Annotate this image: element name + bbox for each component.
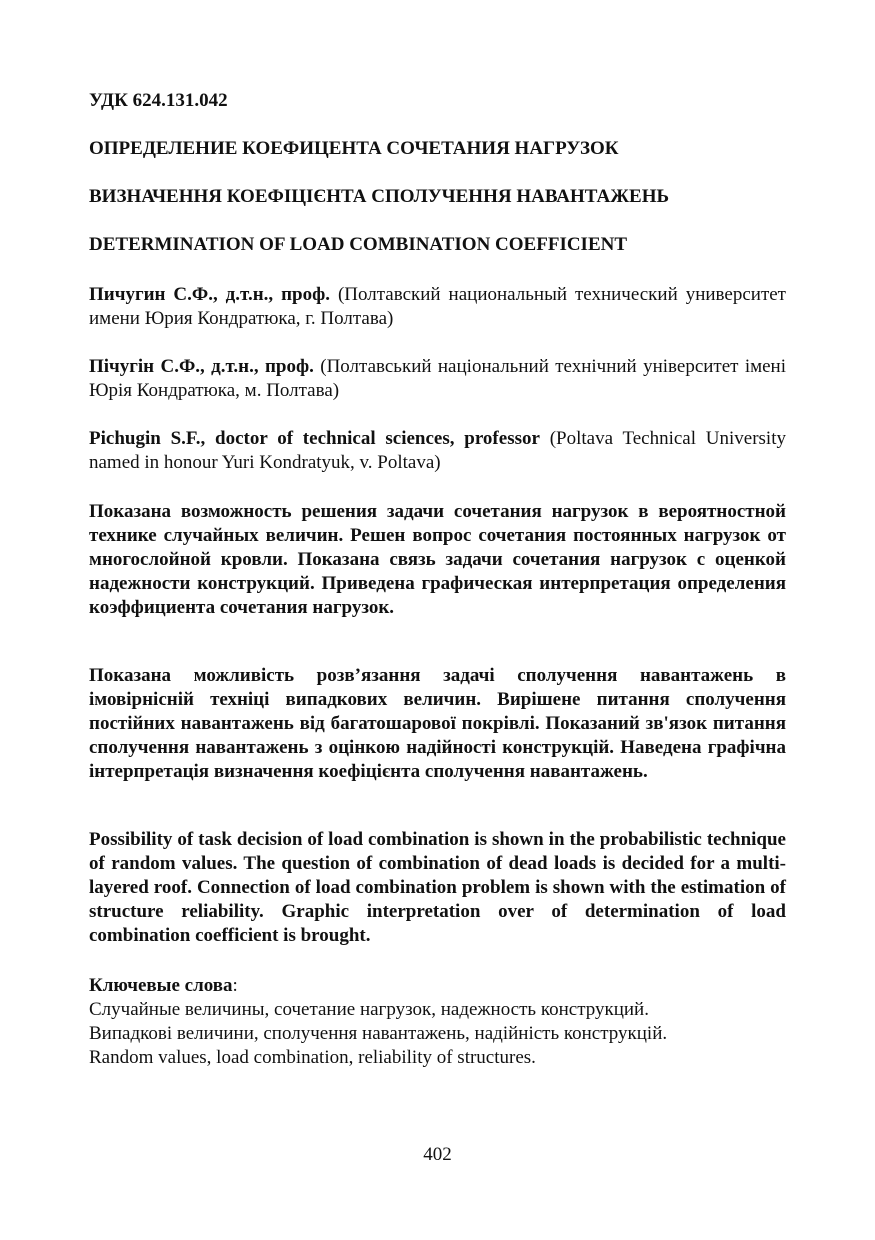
author-affiliation-russian: (Полтавский национальный технический университет имени Юрия Кондратюка, г. Полтава) (89, 284, 786, 329)
author-affiliation-ukrainian: (Полтавський національний технічний університет імені Юрія Кондратюка, м. Полтава) (89, 356, 787, 401)
author-name-english: Pichugin S.F., doctor of technical sciences, professor (89, 428, 540, 449)
page-number: 402 (423, 1144, 452, 1165)
title-english: DETERMINATION OF LOAD COMBINATION COEFFICIENT (89, 234, 628, 255)
author-affiliation-english: (Poltava Technical University named in honour Yuri Kondratyuk, v. Poltava) (89, 428, 786, 473)
abstract-english: Possibility of task decision of load combination is shown in the probabilistic technique of random values. The question of combination of dead loads is decided for a multi-layered roof. Connection of load combination problem is shown with the estimation of structure reliability. Graphic interpretation over of determination of load combination coefficient is brought. (89, 829, 786, 946)
author-block-russian (89, 283, 786, 331)
udk-code: УДК 624.131.042 (89, 90, 228, 111)
author-block-english (89, 427, 786, 475)
keywords-colon: : (232, 975, 238, 996)
keywords-russian: Случайные величины, сочетание нагрузок, надежность конструкций. (89, 999, 649, 1020)
abstract-russian: Показана возможность решения задачи сочетания нагрузок в вероятностной технике случайных величин. Решен вопрос сочетания постоянных нагрузок от многослойной кровли. Показана связь задачи сочетания нагрузок с оценкой надежности конструкций. Приведена графическая интерпретация определения коэффициента сочетания нагрузок. (89, 501, 786, 618)
keywords-english: Random values, load combination, reliability of structures. (89, 1047, 536, 1068)
author-name-russian: Пичугин С.Ф., д.т.н., проф. (89, 284, 331, 305)
keywords-heading (89, 974, 786, 998)
title-ukrainian: ВИЗНАЧЕННЯ КОЕФІЦІЄНТА СПОЛУЧЕННЯ НАВАНТАЖЕНЬ (89, 186, 670, 207)
title-russian: ОПРЕДЕЛЕНИЕ КОЕФИЦЕНТА СОЧЕТАНИЯ НАГРУЗОК (89, 138, 619, 159)
keywords-label: Ключевые слова (89, 975, 233, 996)
author-name-ukrainian: Пічугін С.Ф., д.т.н., проф. (89, 356, 314, 377)
keywords-ukrainian: Випадкові величини, сполучення навантажень, надійність конструкцій. (89, 1023, 668, 1044)
author-block-ukrainian (89, 355, 786, 403)
abstract-ukrainian: Показана можливість розв’язання задачі сполучення навантажень в імовірнісній техніці випадкових величин. Вирішене питання сполучення постійних навантажень від багатошарової покрівлі. Показаний зв'язок питання сполучення навантажень з оцінкою надійності конструкцій. Наведена графічна інтерпретація визначення коефіцієнта сполучення навантажень. (89, 665, 786, 782)
keywords-section (89, 974, 786, 1070)
